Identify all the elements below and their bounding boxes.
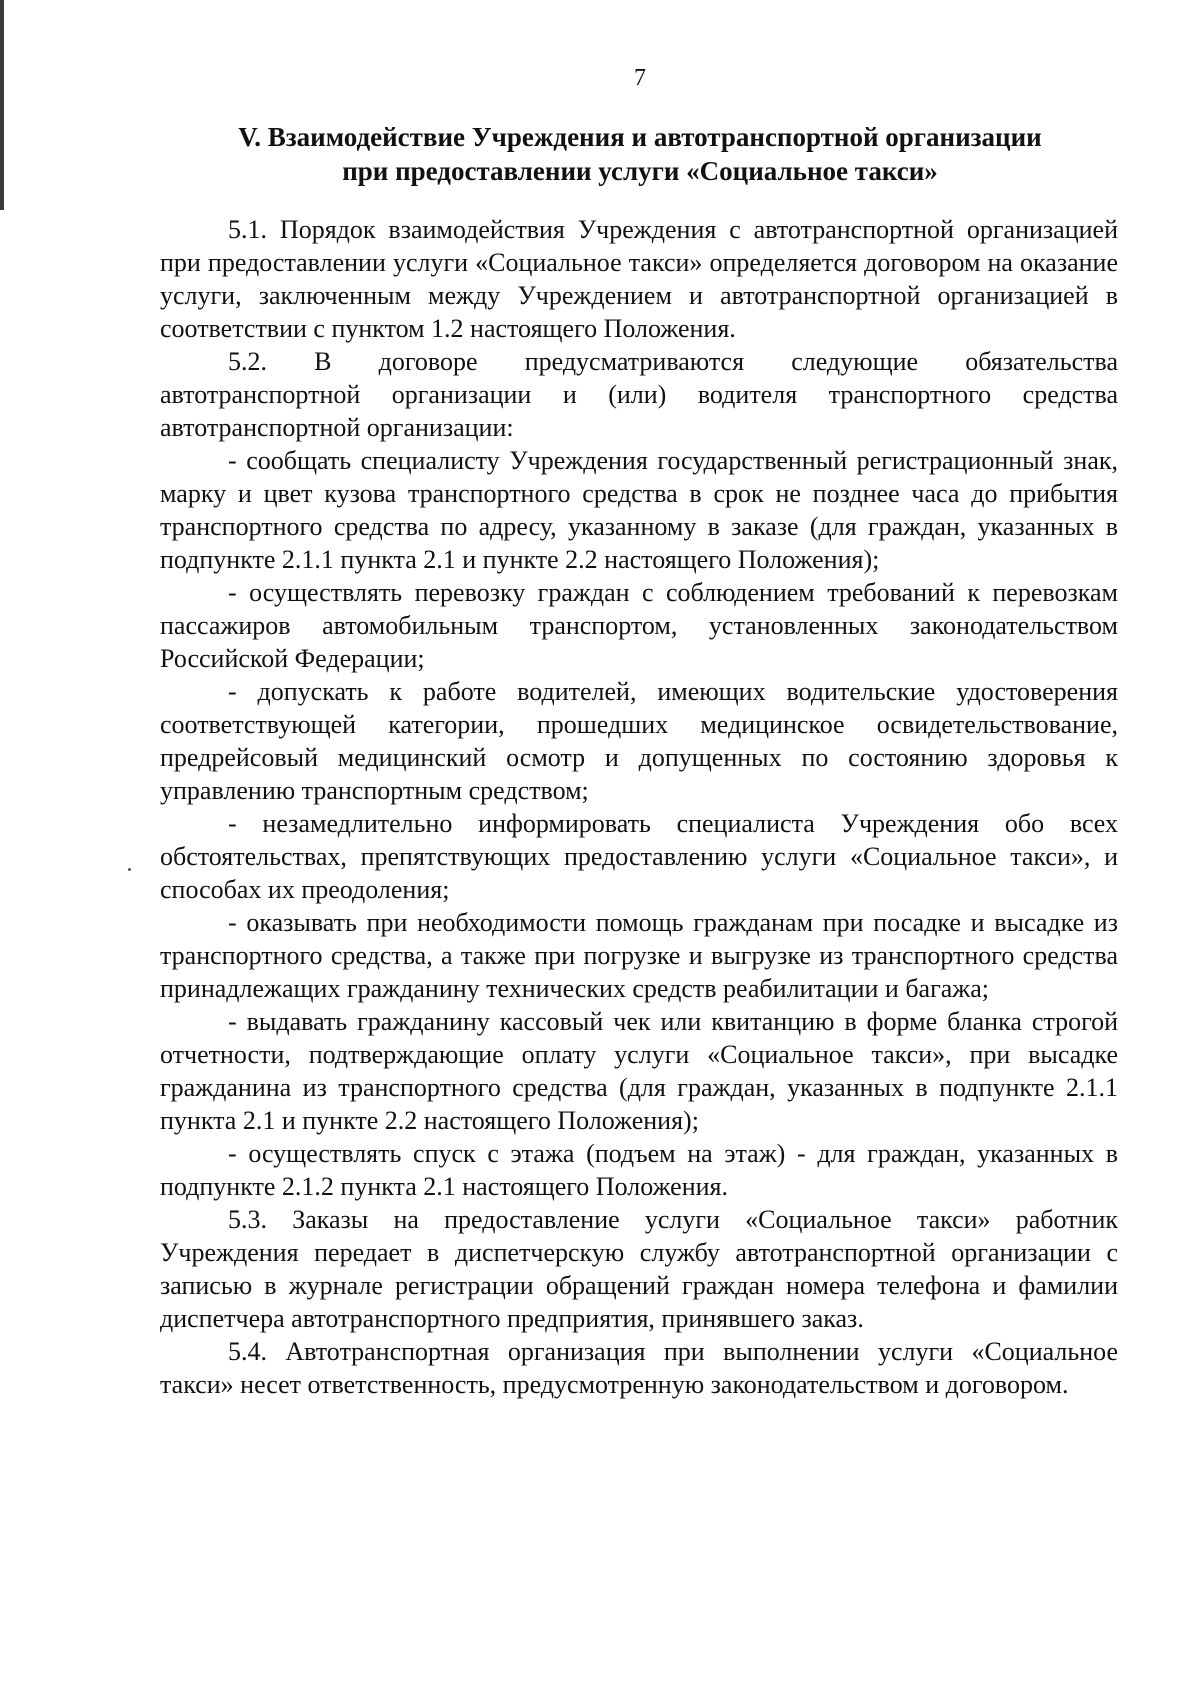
- paragraph-5-1: 5.1. Порядок взаимодействия Учреждения с автотранспортной организацией при предоставлении услуги «Социальное такси» определяется договором на оказание услуги, заключенным между Учреждением и автотранспортной организацией в соответствии с пунктом 1.2 настоящего Положения.: [160, 215, 1118, 343]
- scan-edge-line: [0, 0, 4, 210]
- obligation-item: - допускать к работе водителей, имеющих водительские удостоверения соответствующей категории, прошедших медицинское освидетельствование, предрейсовый медицинский осмотр и допущенных по состоянию здоровья к управлению транспортным средством;: [160, 677, 1118, 805]
- obligation-item: - осуществлять спуск с этажа (подъем на этаж) - для граждан, указанных в подпункте 2.1.2 пункта 2.1 настоящего Положения.: [160, 1139, 1118, 1201]
- document-body: [160, 213, 1118, 1401]
- page-number: 7: [634, 65, 646, 91]
- obligation-item: - незамедлительно информировать специалиста Учреждения обо всех обстоятельствах, препятствующих предоставлению услуги «Социальное такси», и способах их преодоления;: [160, 809, 1118, 904]
- scan-speck: [128, 868, 131, 871]
- paragraph-5-3: 5.3. Заказы на предоставление услуги «Социальное такси» работник Учреждения передает в диспетчерскую службу автотранспортной организации с записью в журнале регистрации обращений граждан номера телефона и фамилии диспетчера автотранспортного предприятия, принявшего заказ.: [160, 1205, 1118, 1333]
- section-title: [160, 120, 1120, 188]
- obligation-item: - оказывать при необходимости помощь гражданам при посадке и высадке из транспортного средства, а также при погрузке и выгрузке из транспортного средства принадлежащих гражданину технических средств реабилитации и багажа;: [160, 908, 1118, 1003]
- obligation-item: - сообщать специалисту Учреждения государственный регистрационный знак, марку и цвет кузова транспортного средства в срок не позднее часа до прибытия транспортного средства по адресу, указанному в заказе (для граждан, указанных в подпункте 2.1.1 пункта 2.1 и пункте 2.2 настоящего Положения);: [160, 446, 1118, 574]
- paragraph-5-4: 5.4. Автотранспортная организация при выполнении услуги «Социальное такси» несет ответственность, предусмотренную законодательством и договором.: [160, 1337, 1118, 1399]
- obligation-item: - выдавать гражданину кассовый чек или квитанцию в форме бланка строгой отчетности, подтверждающие оплату услуги «Социальное такси», при высадке гражданина из транспортного средства (для граждан, указанных в подпункте 2.1.1 пункта 2.1 и пункте 2.2 настоящего Положения);: [160, 1007, 1118, 1135]
- section-title-line-2: при предоставлении услуги «Социальное такси»: [342, 156, 938, 186]
- paragraph-5-2: 5.2. В договоре предусматриваются следующие обязательства автотранспортной организации и (или) водителя транспортного средства автотранспортной организации:: [160, 347, 1118, 442]
- section-title-line-1: V. Взаимодействие Учреждения и автотранспортной организации: [238, 122, 1042, 152]
- obligation-item: - осуществлять перевозку граждан с соблюдением требований к перевозкам пассажиров автомобильным транспортом, установленных законодательством Российской Федерации;: [160, 578, 1118, 673]
